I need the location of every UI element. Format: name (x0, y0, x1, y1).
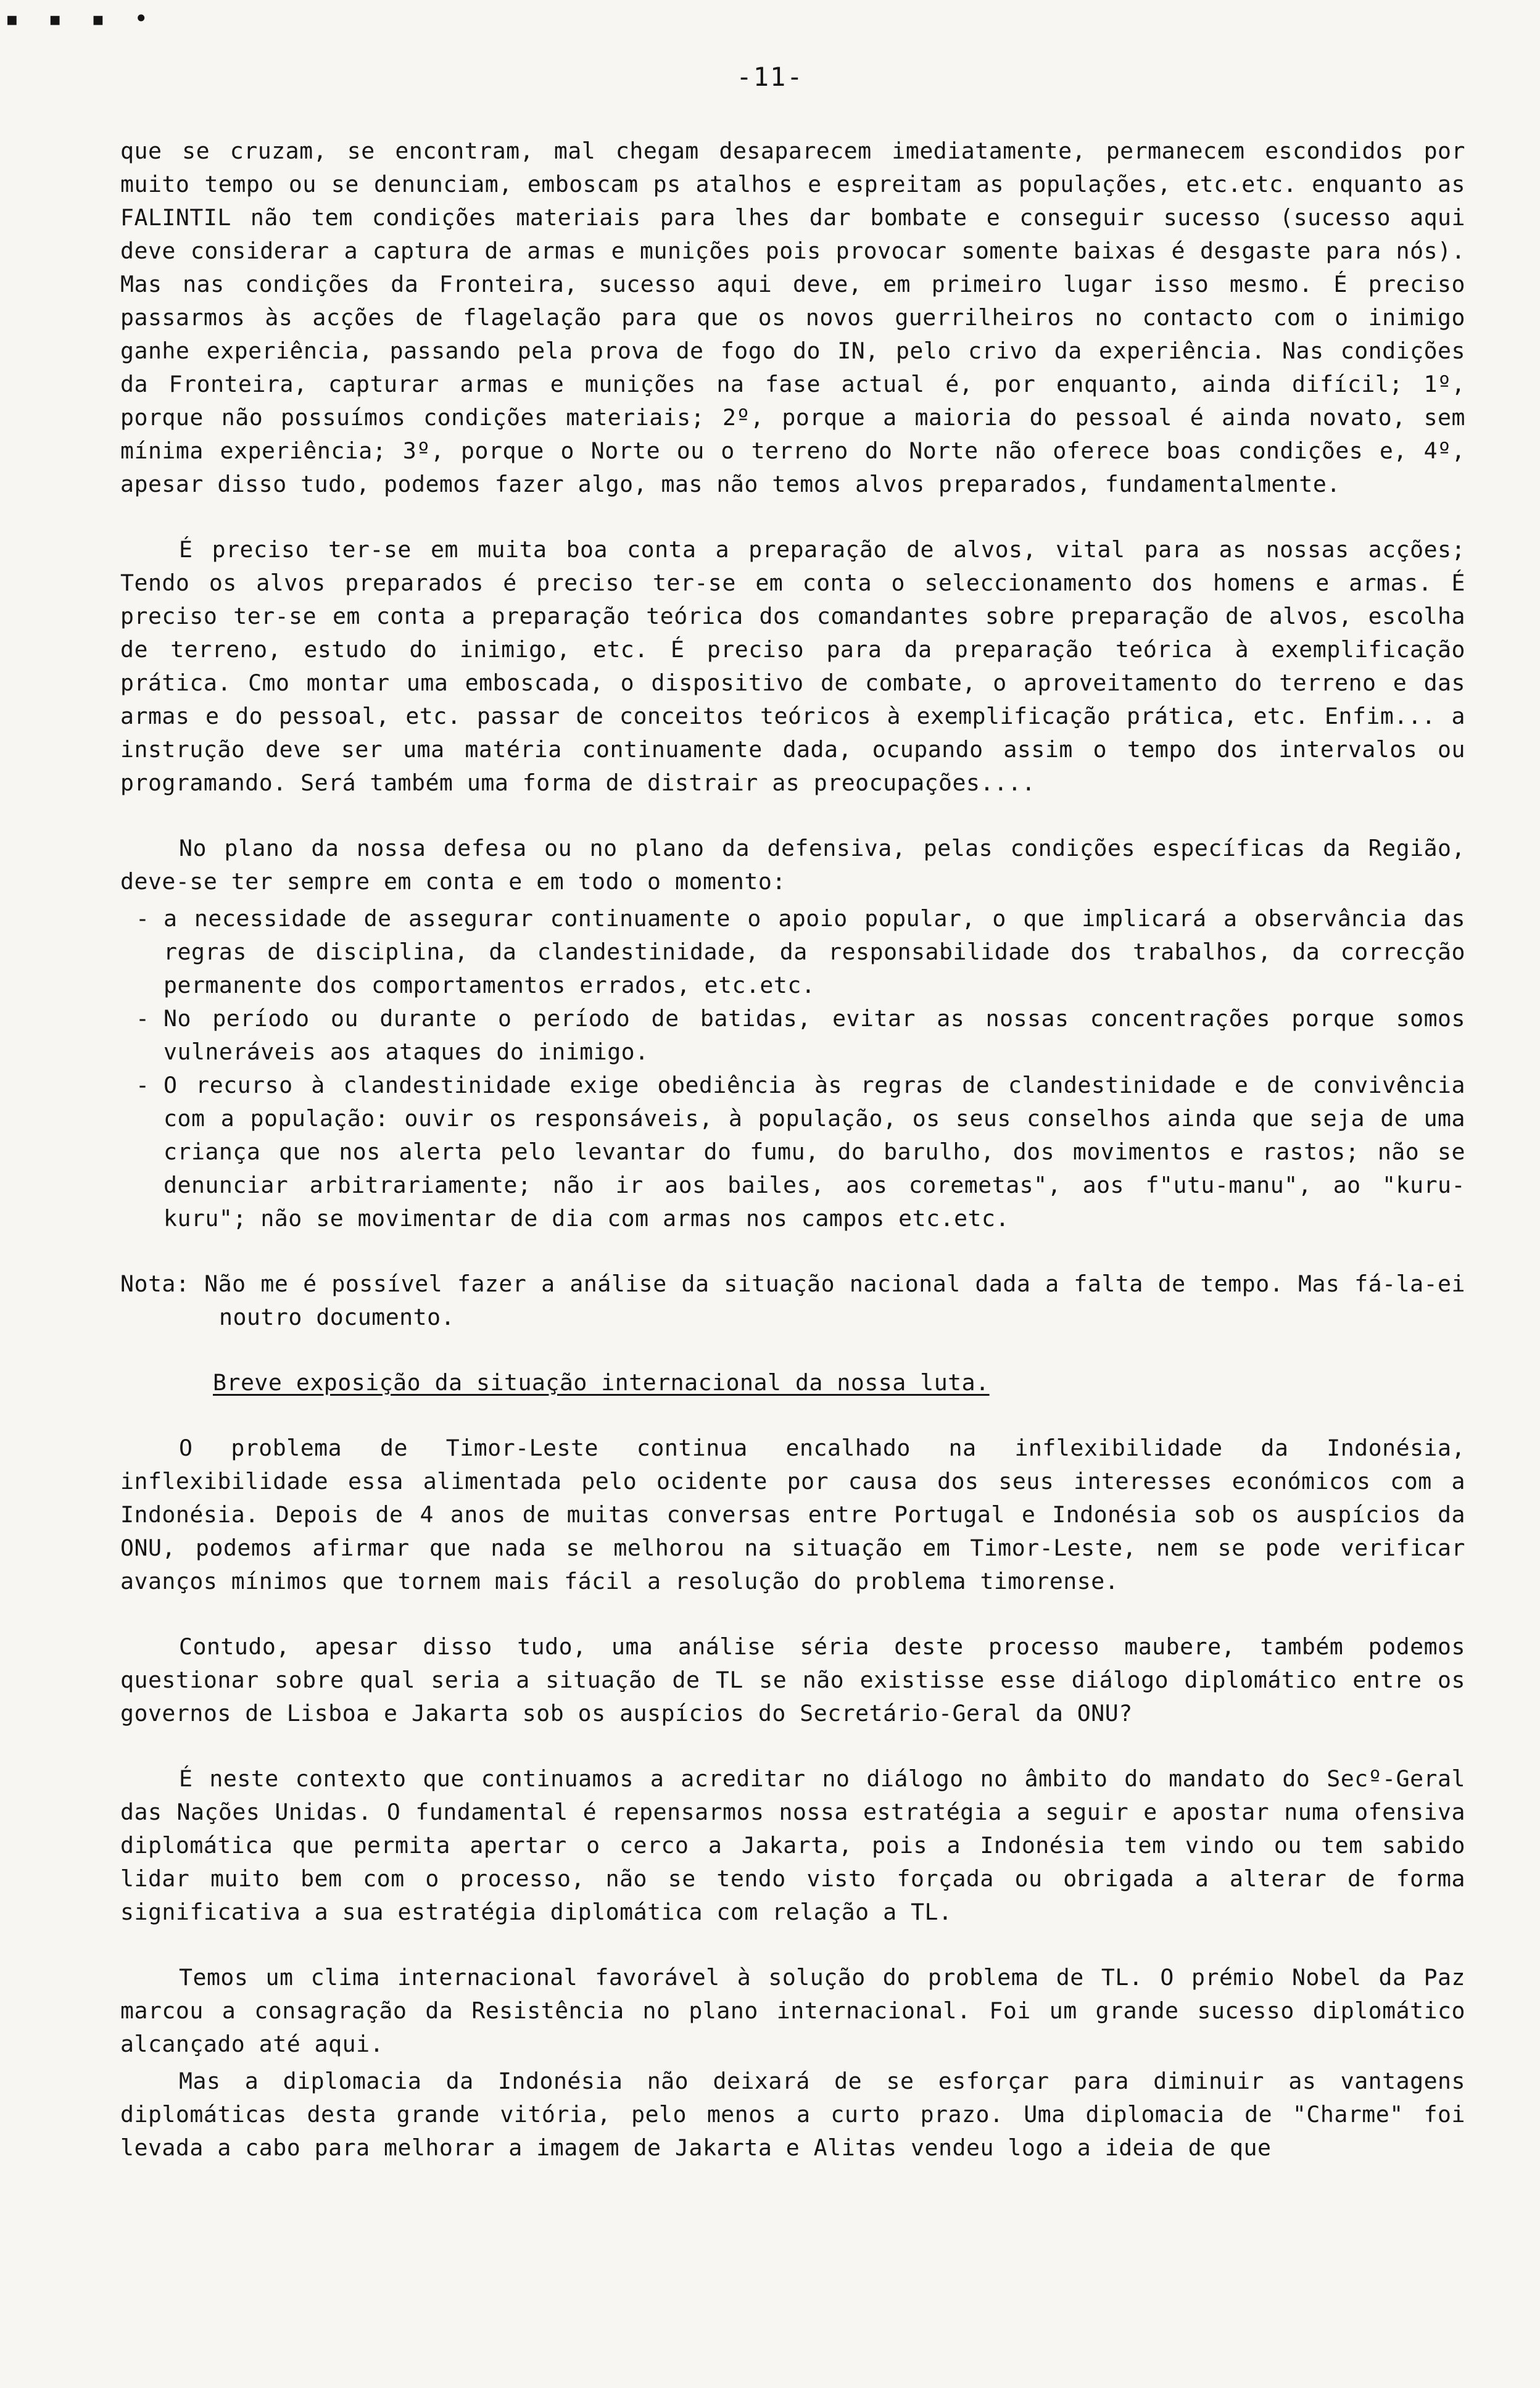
list-item-text: O recurso à clandestinidade exige obediência às regras de clandestinidade e de convivência com a população: ouvir os responsáveis, à população, os seus conselhos ainda que seja de uma criança que nos alerta pelo levantar do fumu, do barulho, dos movimentos e rastos; não se denunciar arbitrariamente; não ir aos bailes, aos coremetas", aos f"utu-manu", ao "kuru-kuru"; não se movimentar de dia com armas nos campos etc.etc. (164, 1072, 1465, 1232)
list-item (120, 902, 1465, 1002)
list-item-text: a necessidade de assegurar continuamente o apoio popular, o que implicará a observância das regras de disciplina, da clandestinidade, da responsabilidade dos trabalhos, da correcção permanente dos comportamentos errados, etc.etc. (164, 905, 1465, 998)
bullet-dash: - (136, 905, 150, 932)
corner-marks: ▪ ▪ ▪ • (5, 5, 156, 32)
paragraph-2: É preciso ter-se em muita boa conta a preparação de alvos, vital para as nossas acções; Tendo os alvos preparados é preciso ter-se em conta o seleccionamento dos homens e armas. É preciso ter-se em conta a preparação teórica dos comandantes sobre preparação de alvos, escolha de terreno, estudo do inimigo, etc. É preciso para da preparação teórica à exemplificação prática. Cmo montar uma emboscada, o dispositivo de combate, o aproveitamento do terreno e das armas e do pessoal, etc. passar de conceitos teóricos à exemplificação prática, etc. Enfim... a instrução deve ser uma matéria continuamente dada, ocupando assim o tempo dos intervalos ou programando. Será também uma forma de distrair as preocupações.... (120, 536, 1465, 796)
list-item (120, 1002, 1465, 1069)
list-item-text: No período ou durante o período de batidas, evitar as nossas concentrações porque somos vulneráveis aos ataques do inimigo. (164, 1005, 1465, 1065)
paragraph-7: Mas a diplomacia da Indonésia não deixará de se esforçar para diminuir as vantagens diplomáticas desta grande vitória, pelo menos a curto prazo. Uma diplomacia de "Charme" foi levada a cabo para melhorar a imagem de Jakarta e Alitas vendeu logo a ideia de que (120, 2068, 1465, 2161)
page-number: -11- (736, 62, 804, 92)
bullet-dash: - (136, 1005, 150, 1032)
section-title: Breve exposição da situação internacional da nossa luta. (213, 1369, 990, 1396)
list-item (120, 1069, 1465, 1235)
defense-intro: No plano da nossa defesa ou no plano da defensiva, pelas condições específicas da Região, deve-se ter sempre em conta e em todo o momento: (120, 835, 1465, 895)
document-body (120, 135, 1465, 2197)
paragraph-4: Contudo, apesar disso tudo, uma análise séria deste processo maubere, também podemos questionar sobre qual seria a situação de TL se não existisse esse diálogo diplomático entre os governos de Lisboa e Jakarta sob os auspícios do Secretário-Geral da ONU? (120, 1633, 1465, 1727)
bullet-dash: - (136, 1072, 150, 1098)
note: Nota: Não me é possível fazer a análise da situação nacional dada a falta de tempo. Mas fá-la-ei noutro documento. (120, 1271, 1465, 1330)
paragraph-5: É neste contexto que continuamos a acreditar no diálogo no âmbito do mandato do Secº-Geral das Nações Unidas. O fundamental é repensarmos nossa estratégia a seguir e apostar numa ofensiva diplomática que permita apertar o cerco a Jakarta, pois a Indonésia tem vindo ou tem sabido lidar muito bem com o processo, não se tendo visto forçada ou obrigada a alterar de forma significativa a sua estratégia diplomática com relação a TL. (120, 1765, 1465, 1925)
defense-list (120, 902, 1465, 1235)
paragraph-1: que se cruzam, se encontram, mal chegam desaparecem imediatamente, permanecem escondidos por muito tempo ou se denunciam, emboscam ps atalhos e espreitam as populações, etc.etc. enquanto as FALINTIL não tem condições materiais para lhes dar bombate e conseguir sucesso (sucesso aqui deve considerar a captura de armas e munições pois provocar somente baixas é desgaste para nós). Mas nas condições da Fronteira, sucesso aqui deve, em primeiro lugar isso mesmo. É preciso passarmos às acções de flagelação para que os novos guerrilheiros no contacto com o inimigo ganhe experiência, passando pela prova de fogo do IN, pelo crivo da experiência. Nas condições da Fronteira, capturar armas e munições na fase actual é, por enquanto, ainda difícil; 1º, porque não possuímos condições materiais; 2º, porque a maioria do pessoal é ainda novato, sem mínima experiência; 3º, porque o Norte ou o terreno do Norte não oferece boas condições e, 4º, apesar disso tudo, podemos fazer algo, mas não temos alvos preparados, fundamentalmente. (120, 138, 1465, 497)
paragraph-6: Temos um clima internacional favorável à solução do problema de TL. O prémio Nobel da Paz marcou a consagração da Resistência no plano internacional. Foi um grande sucesso diplomático alcançado até aqui. (120, 1964, 1465, 2057)
paragraph-3: O problema de Timor-Leste continua encalhado na inflexibilidade da Indonésia, inflexibilidade essa alimentada pelo ocidente por causa dos seus interesses económicos com a Indonésia. Depois de 4 anos de muitas conversas entre Portugal e Indonésia sob os auspícios da ONU, podemos afirmar que nada se melhorou na situação em Timor-Leste, nem se pode verificar avanços mínimos que tornem mais fácil a resolução do problema timorense. (120, 1435, 1465, 1594)
